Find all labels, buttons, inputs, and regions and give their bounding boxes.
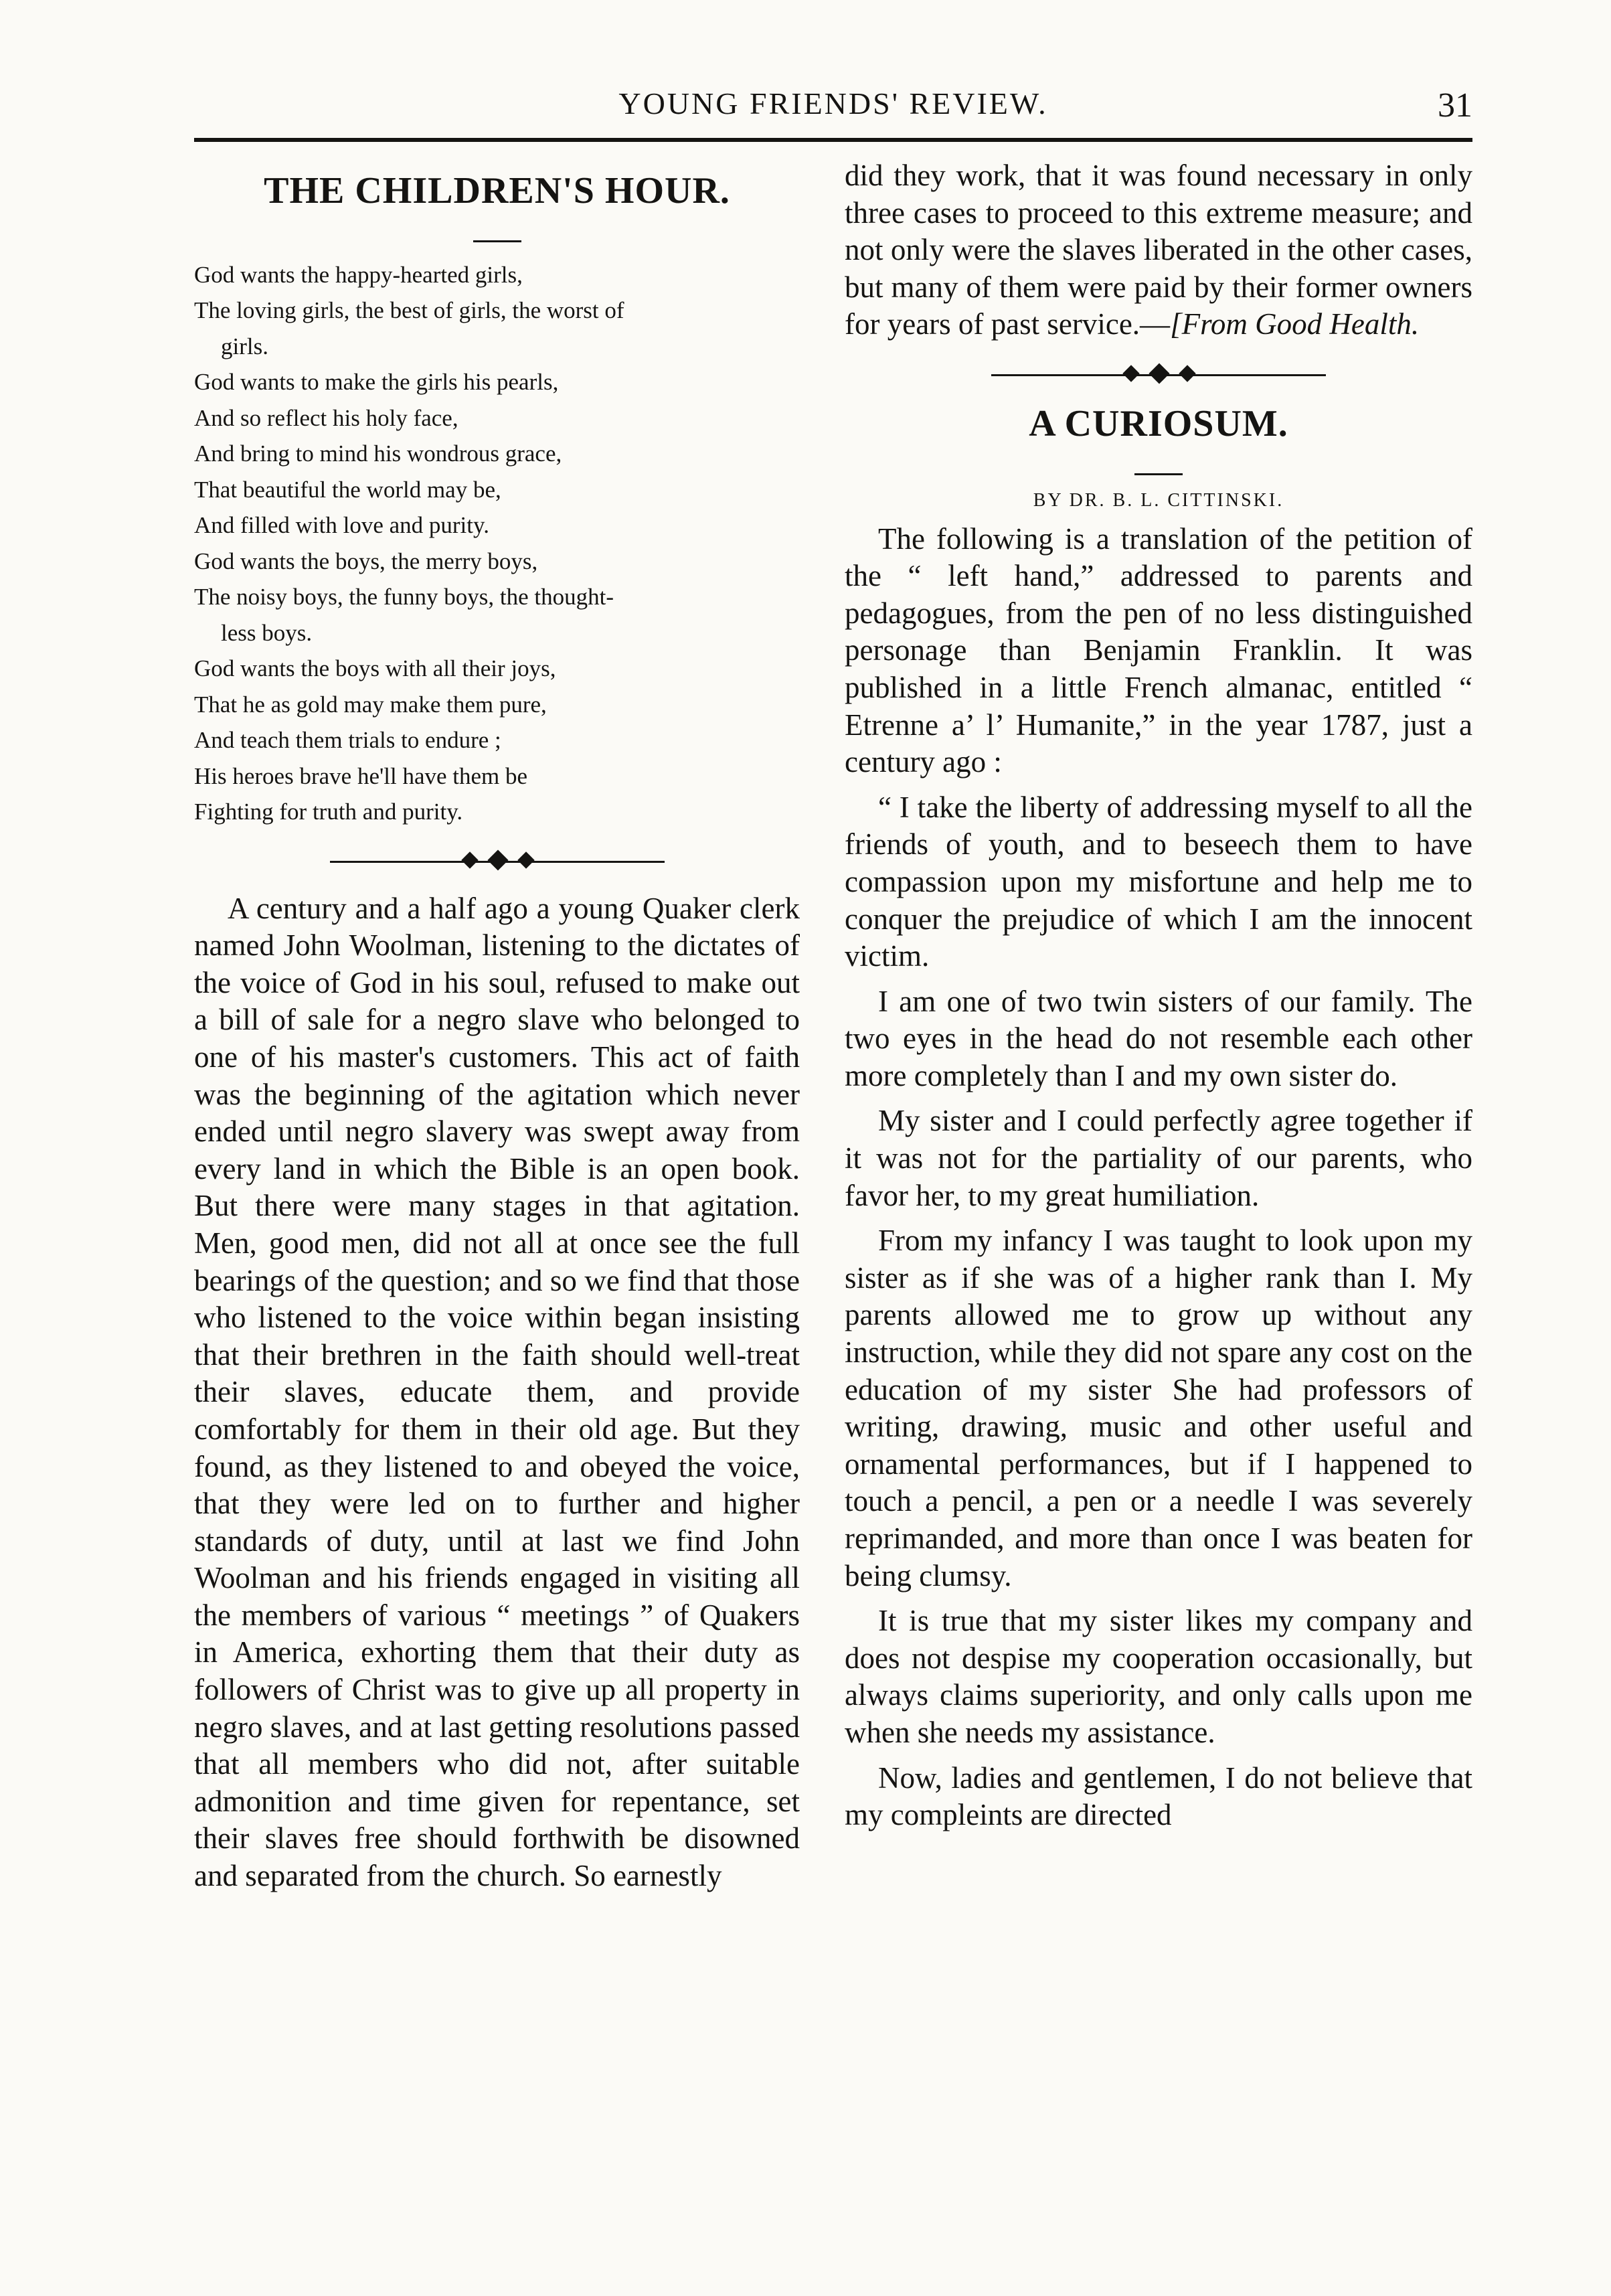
article-paragraph: It is true that my sister likes my company and does not despise my cooperation occasionally, but always claims superiority, and only calls upon me when she needs my assistance. [845,1604,1472,1749]
poem-line: God wants to make the girls his pearls, [194,369,559,396]
poem-line: The noisy boys, the funny boys, the thought- [194,584,614,610]
left-column [194,157,800,1895]
article-paragraph: I am one of two twin sisters of our family. The two eyes in the head do not resemble each other more completely than I and my own sister do. [845,984,1472,1092]
poem-line: And so reflect his holy face, [194,404,458,431]
continued-paragraph [845,157,1472,343]
title-rule [473,240,521,242]
article-paragraph: My sister and I could perfectly agree together if it was not for the partiality of our parents, who favor her, to my great humiliation. [845,1104,1472,1212]
woolman-article [194,890,800,1895]
poem-line: And teach them trials to endure ; [194,727,501,754]
poem-line: God wants the boys, the merry boys, [194,548,538,574]
poem-line: God wants the happy-hearted girls, [194,261,523,288]
article-paragraph: From my infancy I was taught to look upon my sister as if she was of a higher rank than I. My parents allowed me to grow up without any instruction, while they did not spare any cost on the education of my sister She had professors of writing, drawing, music and other useful and ornamental performances, but if I happened to touch a pencil, a pen or a needle I was severely reprimanded, and more than once I was beaten for being clumsy. [845,1224,1472,1592]
journal-title: YOUNG FRIENDS' REVIEW. [618,86,1048,120]
poem-line: The loving girls, the best of girls, the worst of [194,297,624,324]
poem-line: Fighting for truth and purity. [194,799,463,825]
article-paragraph: The following is a translation of the petition of the “ left hand,” addressed to parents and pedagogues, from the pen of no less distinguished personage than Benjamin Franklin. It was published in a little French almanac, entitled “ Etrenne a’ l’ Humanite,” in the year 1787, just a century ago : [845,521,1472,779]
section-title-childrens-hour: THE CHILDREN'S HOUR. [264,170,730,212]
byline: BY DR. B. L. CITTINSKI. [1033,489,1284,511]
article-paragraph: “ I take the liberty of addressing myself to all the friends of youth, and to beseech them to have compassion upon my misfortune and help me to conquer the prejudice of which I am the innocent victim. [845,790,1472,973]
poem-line: That beautiful the world may be, [194,476,501,503]
article-paragraph: A century and a half ago a young Quaker clerk named John Woolman, listening to the dictates of the voice of God in his soul, refused to make out a bill of sale for a negro slave who belonged to one of his master's customers. This act of faith was the beginning of the agitation which never ended until negro slavery was swept away from every land in which the Bible is an open book. But there were many stages in that agitation. Men, good men, did not all at once see the full bearings of the question; and so we find that those who listened to the voice within began insisting that their brethren in the faith should well-treat their slaves, educate them, and provide comfortably for them in their old age. But they found, as they listened to and obeyed the voice, that they were led on to further and higher standards of duty, until at last we find John Woolman and his friends engaged in visiting all the members of various “ meetings ” of Quakers in America, exhorting them that their duty as followers of Christ was to give up all property in negro slaves, and at last getting resolutions passed that all members who did not, after suitable admonition and time given for repentance, set their slaves free should forthwith be disowned and separated from the church. So earnestly [194,891,800,1893]
poem-line: God wants the boys with all their joys, [194,655,556,682]
ornamental-divider [991,362,1326,389]
poem-line: less boys. [221,619,313,646]
curiosum-article [845,521,1472,1834]
poem-line: That he as gold may make them pure, [194,691,547,718]
ornamental-divider [330,849,665,876]
source-citation: [From Good Health. [1170,307,1420,341]
poem-line: And filled with love and purity. [194,512,489,539]
right-column [845,157,1472,1834]
header-rule [194,138,1472,142]
continued-article [845,157,1472,343]
poem-line: girls. [221,333,268,359]
poem [194,257,800,830]
title-rule [1134,473,1183,475]
poem-line: And bring to mind his wondrous grace, [194,440,562,467]
article-paragraph: Now, ladies and gentlemen, I do not believe that my compleints are directed [845,1760,1472,1832]
section-title-curiosum: A CURIOSUM. [1029,402,1288,444]
poem-line: His heroes brave he'll have them be [194,762,528,789]
continued-text: did they work, that it was found necessary in only three cases to proceed to this extreme measure; and not only were the slaves liberated in the other cases, but many of them were paid by their former owners for years of past service.— [845,159,1472,341]
page-number: 31 [1438,86,1472,125]
running-header [194,86,1472,139]
